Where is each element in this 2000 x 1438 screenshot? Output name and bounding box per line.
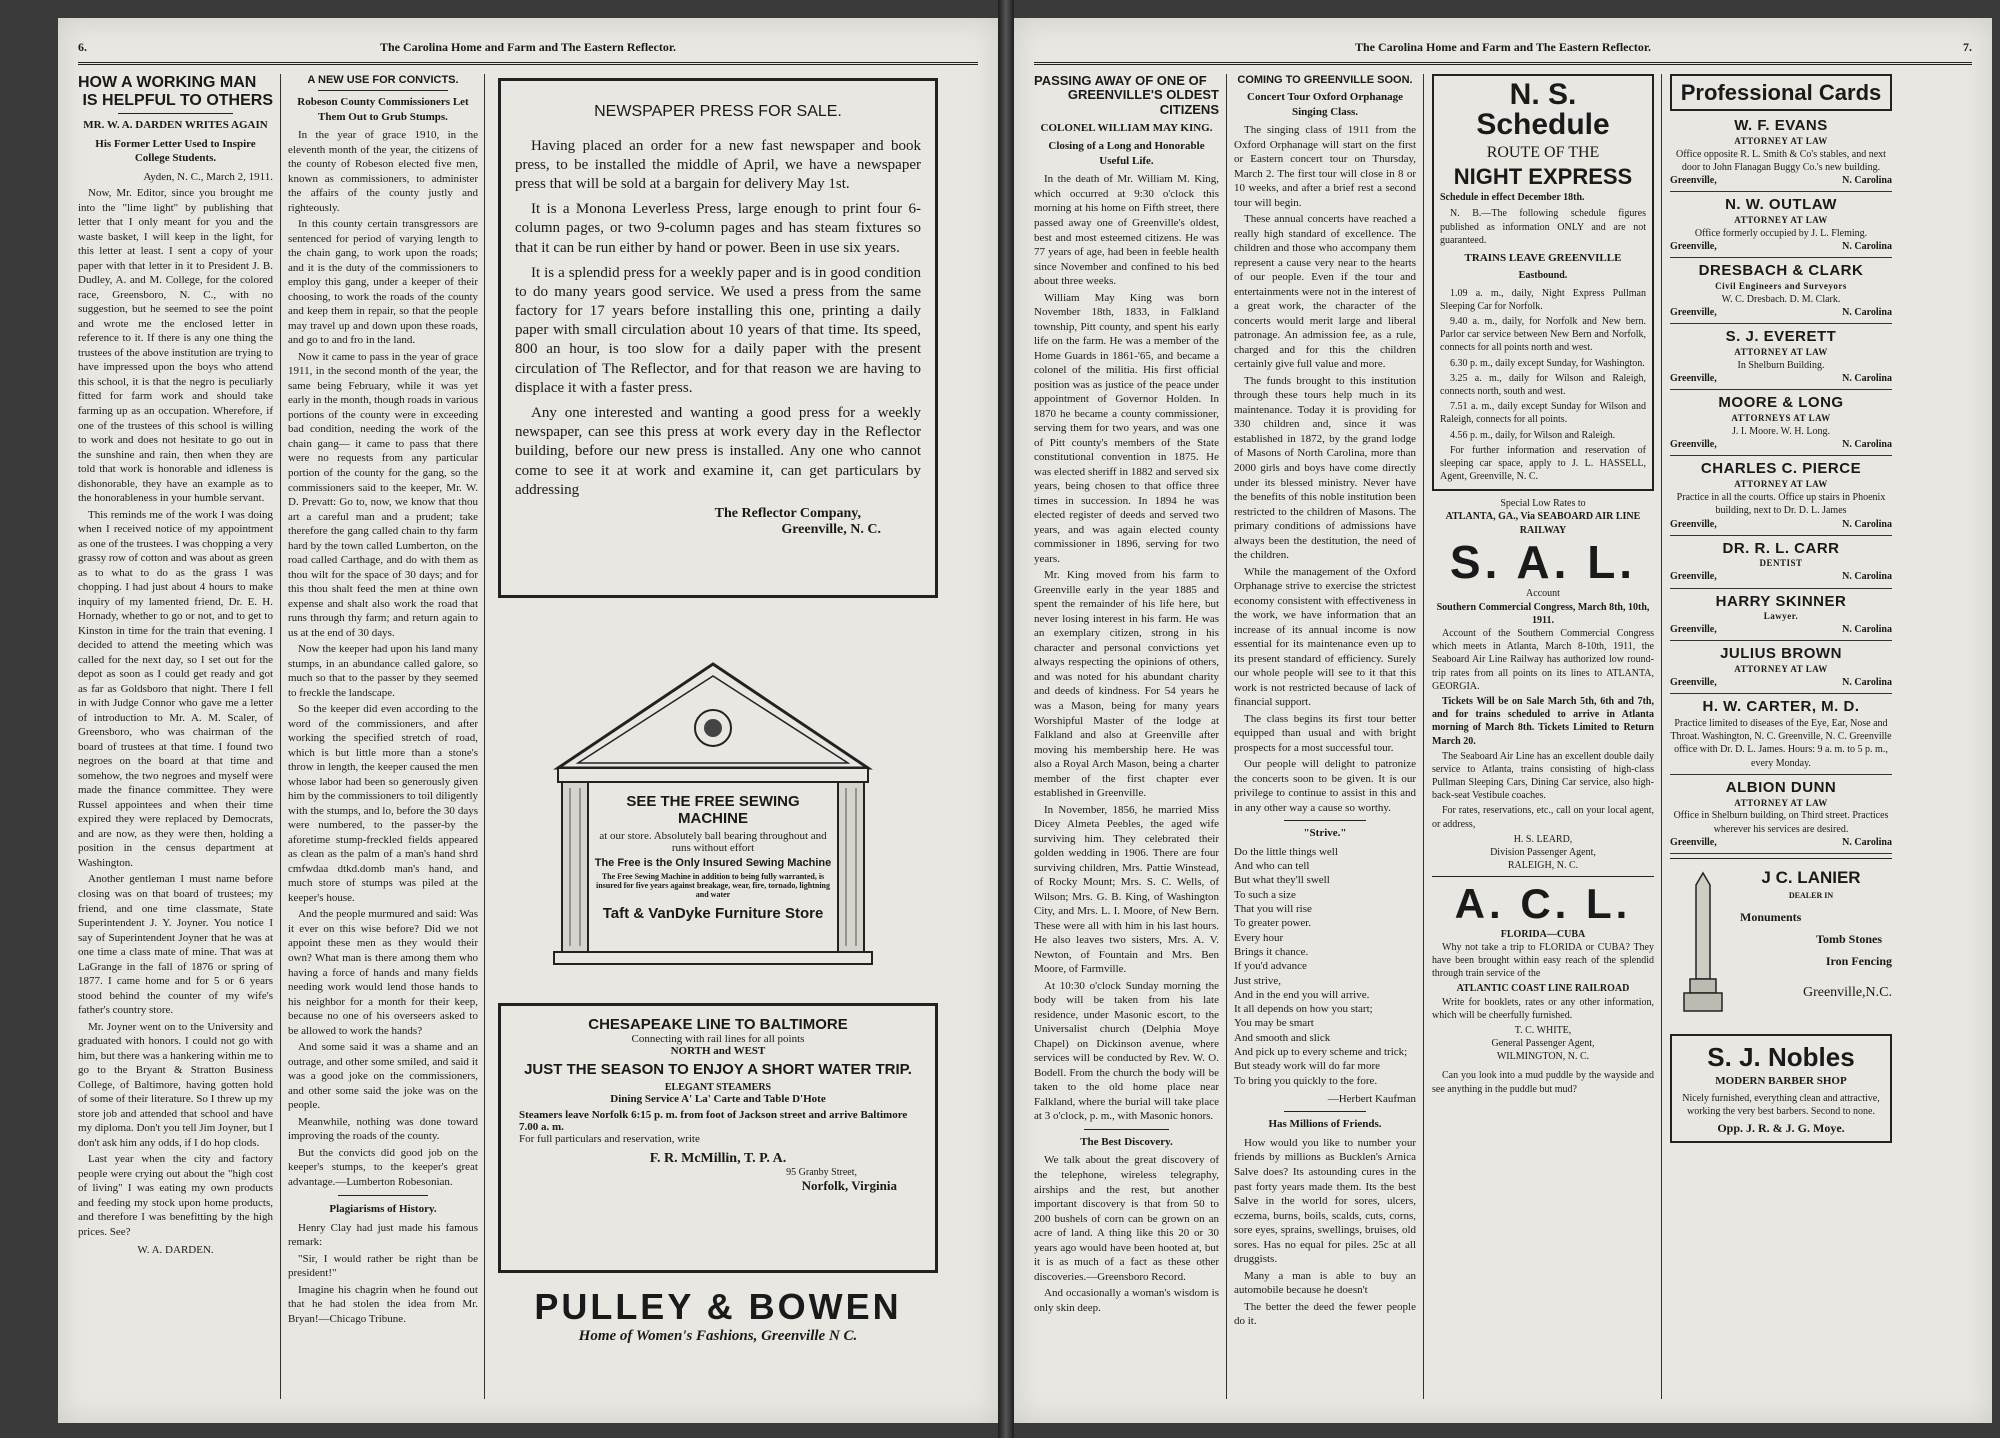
chesapeake-address-1: 95 Granby Street, bbox=[786, 1167, 857, 1178]
acl-agent-city: WILMINGTON, N. C. bbox=[1496, 1051, 1590, 1063]
schedule-entry: 7.51 a. m., daily except Sunday for Wilson and Raleigh, connects for all points. bbox=[1440, 401, 1646, 426]
left-masthead bbox=[78, 40, 978, 65]
chesapeake-line-3: ELEGANT STEAMERS bbox=[664, 1082, 772, 1093]
poem-title: "Strive." bbox=[1303, 827, 1347, 840]
acl-railroad: ATLANTIC COAST LINE RAILROAD bbox=[1456, 983, 1630, 995]
card-body: In Shelburn Building. bbox=[1737, 360, 1825, 372]
king-subhead: COLONEL WILLIAM MAY KING. bbox=[1040, 121, 1213, 134]
poem-line: That you will rise bbox=[1234, 903, 1312, 916]
paragraph: It is a Monona Leverless Press, large enough to print four 6-column pages, or two 9-column pages and has steam fixtures so that it can be run either by hand or power. Been in use six years. bbox=[515, 201, 921, 256]
ns-trains-title: TRAINS LEAVE GREENVILLE bbox=[1464, 251, 1622, 264]
card-city: Greenville, bbox=[1670, 677, 1717, 689]
card-body: Practice in all the courts. Office up stairs in Phoenix building, next to Dr. D. L. James bbox=[1676, 492, 1886, 517]
professional-card bbox=[1670, 456, 1892, 535]
card-title: ATTORNEY AT LAW bbox=[1734, 215, 1828, 226]
professional-card bbox=[1670, 775, 1892, 854]
sewing-machine-ad bbox=[548, 658, 878, 968]
professional-card bbox=[1670, 694, 1892, 775]
paragraph: "Sir, I would rather be right than be president!" bbox=[288, 1252, 478, 1280]
card-name: CHARLES C. PIERCE bbox=[1700, 460, 1862, 478]
chesapeake-title: CHESAPEAKE LINE TO BALTIMORE bbox=[588, 1016, 848, 1033]
plagiarism-headline: Plagiarisms of History. bbox=[329, 1203, 437, 1216]
pulley-bowen-name: PULLEY & BOWEN bbox=[534, 1286, 902, 1327]
poem-line: To such a size bbox=[1234, 888, 1296, 901]
paragraph: The class begins its first tour better equipped than usual and with bright prospects for a most successful tour. bbox=[1234, 712, 1416, 754]
card-name: DRESBACH & CLARK bbox=[1698, 262, 1864, 280]
paragraph: We talk about the great discovery of the telephone, wireless telegraphy, airships and the rest, but another important discovery is that from 50 to 200 bushels of corn can be grown on an acre of land. A thing like this 20 or 30 years ago would have been hooted at, but it is as much of a fact as these other discoveries.—Greensboro Record. bbox=[1034, 1154, 1219, 1283]
professional-card bbox=[1670, 390, 1892, 456]
chesapeake-line-1: Connecting with rail lines for all points bbox=[631, 1033, 805, 1045]
card-title: ATTORNEY AT LAW bbox=[1734, 797, 1828, 808]
ns-schedule-footer: For further information and reservation of sleeping car space, apply to J. L. HASSELL, Agent, Greenville, N. C. bbox=[1440, 444, 1646, 483]
chesapeake-line-4: Dining Service A' La' Carte and Table D'Hote bbox=[610, 1093, 826, 1105]
card-title: ATTORNEY AT LAW bbox=[1734, 479, 1828, 490]
card-state: N. Carolina bbox=[1842, 175, 1892, 187]
poem-line: But steady work will do far more bbox=[1234, 1060, 1381, 1073]
paragraph: Having placed an order for a new fast newspaper and book press, to be installed the middle of April, we have a newspaper press that will be sold at a bargain for delivery May 1st. bbox=[515, 137, 921, 192]
right-page-number: 7. bbox=[1963, 40, 1972, 54]
press-for-sale-ad bbox=[498, 78, 938, 598]
schedule-entry: 4.56 p. m., daily, for Wilson and Raleigh. bbox=[1450, 429, 1616, 441]
card-body: Office opposite R. L. Smith & Co's stables, and next door to John Flanagan Buggy Co.'s new building. bbox=[1676, 148, 1886, 173]
darden-dateline: Ayden, N. C., March 2, 1911. bbox=[143, 170, 273, 183]
card-state: N. Carolina bbox=[1842, 571, 1892, 583]
sal-intro: Special Low Rates to bbox=[1500, 498, 1586, 510]
poem-line: To greater power. bbox=[1234, 917, 1312, 930]
professional-cards-column bbox=[1670, 74, 1892, 1403]
ns-direction: Eastbound. bbox=[1518, 270, 1568, 282]
lanier-item-3: Iron Fencing bbox=[1825, 953, 1892, 968]
darden-subhead: MR. W. A. DARDEN WRITES AGAIN bbox=[83, 119, 268, 132]
strive-poem bbox=[1234, 845, 1416, 1088]
card-state: N. Carolina bbox=[1842, 836, 1892, 848]
nobles-name: S. J. Nobles bbox=[1707, 1042, 1855, 1073]
card-state: N. Carolina bbox=[1842, 373, 1892, 385]
card-city: Greenville, bbox=[1670, 373, 1717, 385]
chesapeake-line-2: NORTH and WEST bbox=[670, 1045, 766, 1057]
card-title: ATTORNEY AT LAW bbox=[1734, 347, 1828, 358]
millions-headline: Has Millions of Friends. bbox=[1268, 1118, 1382, 1131]
paragraph: Now it came to pass in the year of grace 1911, in the second month of the year, the same being February, while it was yet early in the month, though roads in various portions of the county were in exceeding bad condition, needing the work of the chain gang— it came to pass that there were no requests from any particular portion of the county for the gang, so the commissioners said to the keeper, Mr. W. D. Prevatt: Go to, now, we know that thou art a careful man and a prudent; take therefore the gang called chain to thy farm hard by the town called Lumberton, on the road called Carthage, and do with them as thou wilt for the space of 30 days; and for this thou shalt feed the men at thine own expense and shalt also work the road that runs through thy farm; and return again to us at the end of 30 days. bbox=[288, 350, 478, 639]
paragraph: Henry Clay had just made his famous remark: bbox=[288, 1221, 478, 1249]
professional-card bbox=[1670, 113, 1892, 192]
chesapeake-agent: F. R. McMillin, T. P. A. bbox=[649, 1151, 787, 1166]
paragraph: Imagine his chagrin when he found out that he had stolen the idea from Mr. Bryan!—Chicago Tribune. bbox=[288, 1283, 478, 1325]
paragraph: The better the deed the fewer people do it. bbox=[1234, 1300, 1416, 1328]
card-state: N. Carolina bbox=[1842, 439, 1892, 451]
chesapeake-address-2: Norfolk, Virginia bbox=[801, 1178, 897, 1193]
nobles-barber-ad bbox=[1670, 1034, 1892, 1143]
paragraph: Mr. King moved from his farm to Greenville early in the year 1885 and spent the remainder of his life here, but never losing interest in his farm. He was an exemplary citizen, strong in his character and personal convictions yet always respecting the opinions of others, and was noted for his abundant charity and deeds of kindness. For 54 years he was a Mason, being for many years Worshipful Master of the lodge at Falkland and also at Greenville after moving his membership here. He was also a Royal Arch Mason, being a charter member of the first chapter ever established in Greenville. bbox=[1034, 569, 1219, 800]
paragraph: In the year of grace 1910, in the eleventh month of the year, the citizens of the county of Robeson elected five men, known as commissioners, to administer the affairs of the county justly and righteously. bbox=[288, 129, 478, 214]
paragraph: Now the keeper had upon his land many stumps, in an abundance called galore, so much so that to the passer by they seemed to freckle the landscape. bbox=[288, 643, 478, 699]
ns-schedule-route: ROUTE OF THE bbox=[1486, 144, 1600, 161]
paragraph: Account of the Southern Commercial Congress which meets in Atlanta, March 8-10th, 1911, the Seaboard Air Line Railway has authorized low round-trip rates from all points on its lines to ATLANTA, GEORGIA. bbox=[1432, 628, 1654, 692]
column-rule bbox=[1226, 74, 1227, 1399]
paragraph: Meanwhile, nothing was done toward improving the roads of the county. bbox=[288, 1115, 478, 1143]
schedule-entry: 3.25 a. m., daily for Wilson and Raleigh, connects north, south and west. bbox=[1440, 372, 1646, 397]
paragraph: Another gentleman I must name before closing was on that board of trustees; my friend, and one time classmate, State Superintendent J. Y. Joyner. You notice I say of Superintendent Joyner that he was at one time a class mate of mine. That was at LaGrange in the fall of 1876 or spring of 1877. I came home and for 5 or 6 years stood behind the counter of my wife's father's country store. bbox=[78, 873, 273, 1017]
ns-schedule-note: N. B.—The following schedule figures published as information ONLY and are not guaranteed. bbox=[1440, 208, 1646, 246]
paragraph: And the people murmured and said: Was it ever on this wise before? Did we not appoint these men as they would their own? What man is there among them who having a force of hands and many fields needing work would lend those hands to his neighbor for a month for their keep, because no one of his overseers asked to be allowed to work the hands? bbox=[288, 908, 478, 1037]
paragraph: At 10:30 o'clock Sunday morning the body will be taken from his late residence, under Masonic escort, to the Universalist church (Delphia Moye Chapel) on Dickinson avenue, where services will be conducted by Rev. W. O. Bodell. From the church the body will be taken to the old home place near Falkland, where the burial will take place at 3 o'clock, p. m., with Masonic honors. bbox=[1034, 979, 1219, 1123]
column-rule bbox=[484, 74, 485, 1399]
schedule-entry: 1.09 a. m., daily, Night Express Pullman Sleeping Car for Norfolk. bbox=[1440, 287, 1646, 312]
convicts-deck: Robeson County Commissioners Let Them Out to Grub Stumps. bbox=[297, 96, 469, 123]
king-headline-2: GREENVILLE'S OLDEST CITIZENS bbox=[1067, 87, 1219, 117]
paragraph: And some said it was a shame and an outrage, and other some smiled, and said it was a good joke on the commissioners, and other some said the joke was on the people. bbox=[288, 1041, 478, 1112]
lanier-city: Greenville,N.C. bbox=[1802, 984, 1892, 1000]
concert-deck: Concert Tour Oxford Orphanage Singing Class. bbox=[1247, 91, 1403, 118]
nobles-shop: MODERN BARBER SHOP bbox=[1715, 1075, 1847, 1088]
card-name: H. W. CARTER, M. D. bbox=[1702, 698, 1860, 716]
chesapeake-line-ad bbox=[498, 1003, 938, 1273]
column-rule bbox=[1661, 74, 1662, 1399]
acl-body: Why not take a trip to FLORIDA or CUBA? They have been brought within easy reach of the splendid through train service of the bbox=[1432, 941, 1654, 980]
page-gutter bbox=[998, 0, 1014, 1438]
card-state: N. Carolina bbox=[1842, 518, 1892, 530]
card-name: N. W. OUTLAW bbox=[1725, 196, 1837, 214]
lanier-name: J C. LANIER bbox=[1761, 868, 1861, 888]
lanier-ad bbox=[1670, 863, 1892, 1028]
acl-body-2: Write for booklets, rates or any other information, which will be cheerfully furnished. bbox=[1432, 996, 1654, 1021]
paragraph: These annual concerts have reached a really high standard of excellence. The children and those who accompany them represent a cause very near to the hearts of our people. Even if the tour and entertainments were not in the interest of a great work, the character of the concerts would merit large and liberal patronage. An admission fee, as a rule, charged and for this the children certainly give full value and more. bbox=[1234, 213, 1416, 371]
monument-icon bbox=[1678, 869, 1728, 1019]
poem-line: And in the end you will arrive. bbox=[1234, 988, 1370, 1001]
poem-line: Do the little things well bbox=[1234, 845, 1338, 858]
professional-card bbox=[1670, 192, 1892, 258]
paragraph: This reminds me of the work I was doing when I received notice of my appointment as one of the trustees. I was chopping a very grassy row of cotton and was about as green as to what to do as the grass I was chopping. I had just about 4 hours to make inquiry of my lamented friend, Dr. E. H. Hornady, whether to go or not, and to get to Kinston in time for the train that evening. I decided to attend the meeting which was called for the next day, so I set out for the depot as soon as I could get ready and got as far as Goldsboro that night. There I fell in with Judge Connor who gave me a letter of introduction to Mr. A. M. Scaler, of Greensboro, who was chairman of the board of trustees at that time. I found two negroes on the board at that time and somehow, the two negroes and myself were made the finance committee. They were Russel appointees and when their time expired they were replaced by Democrats, and are now, as they were then, holding a position in the census department at Washington. bbox=[78, 508, 273, 869]
left-page bbox=[58, 18, 998, 1423]
acl-logo: A. C. L. bbox=[1454, 880, 1632, 928]
card-city: Greenville, bbox=[1670, 571, 1717, 583]
darden-headline-1: HOW A WORKING MAN bbox=[78, 74, 257, 91]
press-ad-sig-2: Greenville, N. C. bbox=[781, 521, 881, 537]
paragraph: In the death of Mr. William M. King, which occurred at 9:30 o'clock this morning at his home on Fifth street, there passed away one of Greenville's oldest, best and most esteemed citizens. He was 77 years of age, had been in feeble health since November and confined to his bed about three weeks. bbox=[1034, 173, 1219, 288]
lanier-dealer: DEALER IN bbox=[1788, 891, 1834, 901]
professional-cards-title: Professional Cards bbox=[1670, 74, 1892, 111]
sal-account: Account bbox=[1526, 588, 1560, 600]
convicts-body bbox=[288, 128, 478, 1189]
press-ad-sig-1: The Reflector Company, bbox=[714, 505, 861, 521]
card-city: Greenville, bbox=[1670, 518, 1717, 530]
card-name: ALBION DUNN bbox=[1725, 778, 1837, 796]
darden-headline-2: IS HELPFUL TO OTHERS bbox=[82, 91, 273, 109]
poem-line: And who can tell bbox=[1234, 860, 1310, 873]
acl-ad bbox=[1432, 881, 1654, 1095]
paragraph: For rates, reservations, etc., call on your local agent, or address, bbox=[1432, 805, 1654, 830]
paragraph: It is a splendid press for a weekly paper and is in good condition to do many years good service. We used a press from the same factory for 17 years before installing this one, printing a daily paper with small circulation about 10 years of that time. Its speed, 800 an hour, is too slow for a daily paper with the present circulation of The Reflector, and for that reason we are having to displace it with a faster press. bbox=[515, 264, 921, 396]
sal-agent-title: Division Passenger Agent, bbox=[1490, 847, 1596, 858]
right-masthead bbox=[1034, 40, 1972, 65]
poem-line: Brings it chance. bbox=[1234, 945, 1309, 958]
card-state: N. Carolina bbox=[1842, 677, 1892, 689]
poem-author: —Herbert Kaufman bbox=[1327, 1092, 1416, 1105]
king-headline-1: PASSING AWAY OF ONE OF bbox=[1034, 74, 1207, 88]
professional-card bbox=[1670, 324, 1892, 390]
professional-cards-list bbox=[1670, 113, 1892, 854]
poem-line: If you'd advance bbox=[1234, 960, 1307, 973]
card-title: ATTORNEY AT LAW bbox=[1734, 135, 1828, 146]
card-state: N. Carolina bbox=[1842, 307, 1892, 319]
concert-headline: COMING TO GREENVILLE SOON. bbox=[1237, 74, 1413, 86]
railway-ads-column bbox=[1432, 74, 1654, 1403]
pulley-bowen-tagline: Home of Women's Fashions, Greenville N C. bbox=[578, 1328, 858, 1344]
convicts-headline: A NEW USE FOR CONVICTS. bbox=[307, 74, 459, 86]
paragraph: In November, 1856, he married Miss Dicey Almeta Peebles, the aged wife surviving him. They celebrated their golden wedding in 1906. There are four surviving children, Mrs. Pattie Winstead, of Rocky Mount; Mrs. S. C. Wells, of Wilson; Mrs. G. B. King, of Washington City, and Mrs. L. I. Moore, of New Bern. These were all with him in his last hours. He also leaves two sisters, Mrs. A. V. Newton, of Fountain and Mrs. Ben Moore, of Farmville. bbox=[1034, 803, 1219, 976]
professional-card bbox=[1670, 641, 1892, 694]
ns-schedule-title: N. S. Schedule bbox=[1476, 78, 1610, 141]
card-city: Greenville, bbox=[1670, 836, 1717, 848]
convicts-article bbox=[288, 74, 478, 1403]
sal-agent-city: RALEIGH, N. C. bbox=[1507, 860, 1579, 872]
sal-title: ATLANTA, GA., Via SEABOARD AIR LINE RAILWAY bbox=[1445, 511, 1641, 536]
paragraph: Any one interested and wanting a good press for a weekly newspaper, can see this press at work every day in the Reflector building, before our new press is installed. Any one who cannot come to see it at work and examine it, can get particulars by addressing bbox=[515, 405, 921, 498]
sal-logo: S. A. L. bbox=[1449, 535, 1637, 588]
paragraph: How would you like to number your friends by millions as Bucklen's Arnica Salve does? Its astounding cures in the past forty years made them. Its the best Salve in the world for sores, ulcers, eczema, burns, boils, scalds, cuts, corns, sore eyes, sprains, swellings, bruises, old sores. Has no equal for piles. 25c at all druggists. bbox=[1234, 1136, 1416, 1266]
left-masthead-title: The Carolina Home and Farm and The Eastern Reflector. bbox=[379, 40, 677, 54]
concert-article bbox=[1234, 74, 1416, 1403]
acl-sub: FLORIDA—CUBA bbox=[1500, 928, 1586, 940]
card-state: N. Carolina bbox=[1842, 241, 1892, 253]
card-name: S. J. EVERETT bbox=[1725, 328, 1837, 346]
paragraph: In this county certain transgressors are sentenced for period of varying length to the chain gang, to work upon the roads; and it is the duty of the commissioners to employ this gang, under a keeper of their choosing, to work the roads of the county and keep them in repair, so that the people may travel up and down upon these roads, and go to and fro in the land. bbox=[288, 218, 478, 347]
press-ad-title: NEWSPAPER PRESS FOR SALE. bbox=[594, 103, 842, 120]
card-title: ATTORNEYS AT LAW bbox=[1731, 413, 1831, 424]
king-obituary bbox=[1034, 74, 1219, 1403]
paragraph: Last year when the city and factory people were crying out about the "high cost of living" I was eating my own products and feeding my stock upon home products, and therefore I was benefitting by the high prices. See? bbox=[78, 1153, 273, 1238]
paragraph: The singing class of 1911 from the Oxford Orphanage will start on the first or Eastern concert tour on Thursday, March 2. The first tour will close in 8 or 10 weeks, and after a brief rest a second tour will begin. bbox=[1234, 124, 1416, 209]
sal-event: Southern Commercial Congress, March 8th, 10th, 1911. bbox=[1436, 601, 1650, 626]
card-title: Civil Engineers and Surveyors bbox=[1715, 281, 1847, 292]
sewing-line-1: SEE THE FREE SEWING MACHINE bbox=[626, 793, 800, 827]
poem-line: But what they'll swell bbox=[1234, 874, 1330, 887]
nobles-address: Opp. J. R. & J. G. Moye. bbox=[1717, 1121, 1845, 1136]
paragraph: Now, Mr. Editor, since you brought me into the "lime light" by publishing that letter that I only meant for you and the waste basket, I will keep in the light, for this letter at least. I sent a copy of your paper with that letter in it to President J. B. Dudley, A. and M. College, for the colored race, Greensboro, N. C., with no suggestion, but he seemed to see the point and wrote me the enclosed letter in reference to it. If there is any one thing the trustees of the above institution are trying to have impressed upon the boys who attend this school, it is that the negro is peculiarly fitted for farm work and should take farming up as an occupation. Wherefore, if one of the trustees of this school is willing to work and does not hesitate to go out in the sunshine and rain, then when they are told that work is honorable and idleness is dishonorable, they have an example as to the honorableness in your humble servant. bbox=[78, 187, 273, 505]
card-title: Lawyer. bbox=[1763, 611, 1799, 622]
paragraph: William May King was born November 18th, 1833, in Falkland township, Pitt county, and spent his early life on the farm. He was a member of the Home Guards in 1861-'65, and became a colonel of the militia. His first official position was as justice of the peace under appointment of Governor Holden. In 1870 he became a county commissioner, serving them for two years, and was one of Pitt county's members of the State constitutional convention in 1875. He was elected sheriff in 1882 and served six years, being chosen to that office three times in succession. In 1894 he was elected register of deeds and served two years, and was again elected county commissioner in 1896, serving for two years. bbox=[1034, 291, 1219, 565]
card-title: ATTORNEY AT LAW bbox=[1734, 664, 1828, 675]
column-rule bbox=[1423, 74, 1424, 1399]
chesapeake-headline: JUST THE SEASON TO ENJOY A SHORT WATER TRIP. bbox=[524, 1061, 912, 1078]
card-body: J. I. Moore. W. H. Long. bbox=[1731, 426, 1831, 438]
poem-line: You may be smart bbox=[1234, 1017, 1314, 1030]
king-deck: Closing of a Long and Honorable Useful Life. bbox=[1048, 140, 1205, 167]
chesapeake-line-6: For full particulars and reservation, write bbox=[519, 1133, 700, 1145]
discovery-headline: The Best Discovery. bbox=[1080, 1135, 1173, 1148]
card-body: W. C. Dresbach. D. M. Clark. bbox=[1721, 293, 1841, 305]
schedule-entry: 9.40 a. m., daily, for Norfolk and New bern. Parlor car service between New Bern and Norfolk, connects for all points north and west. bbox=[1440, 316, 1646, 354]
sal-ad bbox=[1432, 497, 1654, 872]
card-state: N. Carolina bbox=[1842, 624, 1892, 636]
card-city: Greenville, bbox=[1670, 439, 1717, 451]
card-body: Office formerly occupied by J. L. Fleming. bbox=[1694, 227, 1868, 239]
poem-line: And pick up to every scheme and trick; bbox=[1234, 1046, 1408, 1059]
sewing-ad-text bbox=[593, 793, 833, 922]
poem-line: And smooth and slick bbox=[1234, 1031, 1331, 1044]
card-city: Greenville, bbox=[1670, 175, 1717, 187]
lanier-item-1: Monuments bbox=[1740, 910, 1802, 925]
card-name: MOORE & LONG bbox=[1718, 394, 1844, 412]
chesapeake-line-5: Steamers leave Norfolk 6:15 p. m. from foot of Jackson street and arrive Baltimore 7.00 a. m. bbox=[519, 1109, 908, 1133]
paragraph: So the keeper did even according to the word of the commissioners, and after working the specified stretch of road, which is but little more than a stone's throw in length, the keeper caused the men whose labor had been so generously given him by the commissioners to toil diligently with the stumps, and lo, before the 30 days were numbered, to the passer-by the aforetime stump-freckled fields appeared as clean as the palm of a man's hand shrd cmfwdaa dtkd.domb man's hand, and much store of stumps was piled at the keeper's house. bbox=[288, 703, 478, 904]
right-page bbox=[1014, 18, 1992, 1423]
card-city: Greenville, bbox=[1670, 241, 1717, 253]
sewing-line-3: The Free is the Only Insured Sewing Machine bbox=[594, 857, 832, 869]
professional-card bbox=[1670, 258, 1892, 324]
sewing-store-name: Taft & VanDyke Furniture Store bbox=[602, 905, 824, 922]
right-masthead-title: The Carolina Home and Farm and The Eastern Reflector. bbox=[1354, 40, 1652, 54]
paragraph: Tickets Will be on Sale March 5th, 6th and 7th, and for trains scheduled to arrive in Atlanta morning of March 8th. Tickets Limited to Return March 20. bbox=[1432, 695, 1654, 747]
darden-signature: W. A. DARDEN. bbox=[137, 1244, 214, 1257]
darden-article bbox=[78, 74, 273, 1403]
paragraph: While the management of the Oxford Orphanage strive to exercise the strictest economy consistent with effectiveness in the work, we have information that an increase of its annual income is now essential for its maintenance even up to its present standard of efficiency. Surely our whole people will see to it that this work is not restricted because of lack of financial support. bbox=[1234, 565, 1416, 709]
poem-line: Just strive, bbox=[1234, 974, 1282, 987]
poem-line: To bring you quickly to the fore. bbox=[1234, 1074, 1378, 1087]
paragraph: And occasionally a woman's wisdom is only skin deep. bbox=[1034, 1287, 1219, 1314]
ns-schedule-effect: Schedule in effect December 18th. bbox=[1440, 192, 1585, 204]
card-name: HARRY SKINNER bbox=[1715, 592, 1847, 610]
card-body: Office in Shelburn building, on Third street. Practices wherever his services are desired. bbox=[1673, 810, 1889, 835]
acl-agent: T. C. WHITE, bbox=[1514, 1024, 1572, 1036]
sal-agent: H. S. LEARD, bbox=[1513, 833, 1573, 845]
card-name: JULIUS BROWN bbox=[1720, 645, 1842, 663]
acl-footer: Can you look into a mud puddle by the wayside and see anything in the puddle but mud? bbox=[1432, 1070, 1654, 1095]
darden-deck: His Former Letter Used to Inspire College Students. bbox=[95, 137, 256, 165]
card-city: Greenville, bbox=[1670, 307, 1717, 319]
ns-schedule-ad bbox=[1432, 74, 1654, 491]
paragraph: The funds brought to this institution through these tours help much in its maintenance. Today it is providing for 330 children and, since it was established in 1872, by the grand lodge of Masons of North Carolina, more than 2000 girls and boys have come directly under its blessed ministry. Never have the benefits of this noble institution been restricted to the children of Masons. The primary conditions of admissions have always been the destitution, the need of the children. bbox=[1234, 374, 1416, 562]
sewing-line-2: at our store. Absolutely ball bearing throughout and runs without effort bbox=[599, 830, 827, 854]
poem-line: Every hour bbox=[1234, 931, 1284, 944]
poem-line: It all depends on how you start; bbox=[1234, 1003, 1373, 1016]
paragraph: But the convicts did good job on the keeper's stumps, to the keeper's great advantage.—Lumberton Robesonian. bbox=[288, 1146, 478, 1188]
darden-body bbox=[78, 186, 273, 1239]
column-rule bbox=[280, 74, 281, 1399]
left-page-number: 6. bbox=[78, 40, 87, 54]
sewing-line-4: The Free Sewing Machine in addition to being fully warranted, is insured for five years against breakage, wear, fire, tornado, lightning and water bbox=[596, 872, 830, 899]
ns-schedule-express: NIGHT EXPRESS bbox=[1453, 164, 1633, 190]
professional-card bbox=[1670, 536, 1892, 589]
paragraph: Mr. Joyner went on to the University and graduated with honors. I could not go with him, but there was a hankering within me to go to the Bryant & Stratton Business College, of Baltimore, having gotten hold of some of their literature. So I threw up my store job and attended that school and have my diploma. Don't you tell Jim Joyner, but I don't ask him any odds, if I do hop clods. bbox=[78, 1020, 273, 1149]
paragraph: Our people will delight to patronize the concerts soon to be given. It is our privilege to continue to assist in this and in any other way a cause so worthy. bbox=[1234, 758, 1416, 814]
paragraph: Many a man is able to buy an automobile because he doesn't bbox=[1234, 1269, 1416, 1297]
card-body: Practice limited to diseases of the Eye, Ear, Nose and Throat. Washington, N. C. Greenville, N. C. Greenville office with Dr. D. L. James. Hours: 9 a. m. to 5 p. m., every Monday. bbox=[1670, 718, 1892, 769]
card-name: W. F. EVANS bbox=[1734, 117, 1828, 135]
schedule-entry: 6.30 p. m., daily except Sunday, for Washington. bbox=[1450, 357, 1645, 369]
acl-agent-title: General Passenger Agent, bbox=[1491, 1038, 1595, 1050]
nobles-body: Nicely furnished, everything clean and attractive, working the very best barbers. Second to none. bbox=[1682, 1092, 1880, 1118]
paragraph: The Seaboard Air Line has an excellent double daily service to Atlanta, trains consisting of high-class Pullman Sleeping Cars, Dining Car service, also high-back-seat Vestibule coaches. bbox=[1432, 750, 1654, 802]
card-name: DR. R. L. CARR bbox=[1722, 539, 1840, 557]
professional-card bbox=[1670, 589, 1892, 642]
card-city: Greenville, bbox=[1670, 624, 1717, 636]
lanier-item-2: Tomb Stones bbox=[1816, 931, 1882, 946]
pulley-bowen-ad bbox=[488, 1286, 948, 1345]
card-title: DENTIST bbox=[1759, 558, 1803, 569]
